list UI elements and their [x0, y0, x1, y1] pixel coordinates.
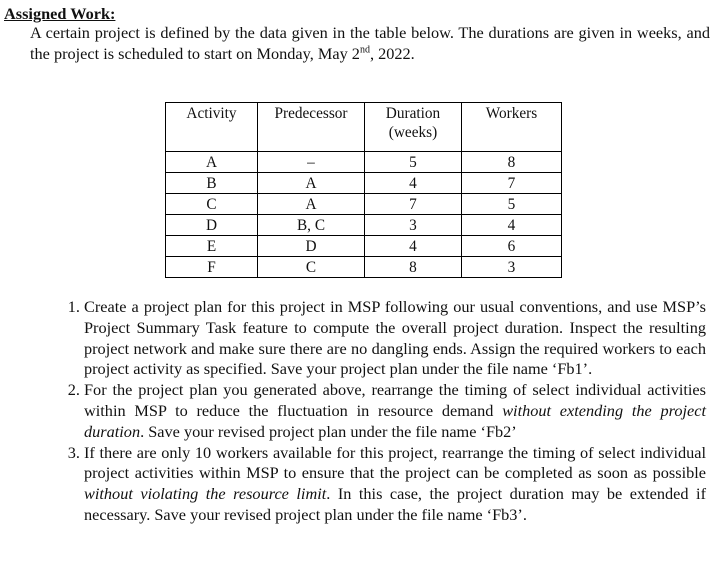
header-duration-label: Duration — [385, 105, 441, 122]
cell-predecessor: A — [258, 194, 365, 215]
header-activity: Activity — [166, 103, 258, 152]
task-2-emphasis: without extending the project duration — [84, 400, 706, 441]
table-row — [166, 194, 562, 215]
assignment-heading: Assigned Work: — [4, 4, 116, 23]
intro-text: A certain project is defined by the data given in the table below. The durations are given in weeks, and the project is scheduled to start on Monday, May 2 — [30, 23, 710, 63]
header-duration — [365, 103, 462, 152]
cell-workers: 6 — [462, 236, 562, 257]
task-2-text-end: . Save your revised project plan under the file name ‘Fb2’ — [140, 421, 517, 441]
header-predecessor: Predecessor — [258, 103, 365, 152]
cell-predecessor: – — [258, 152, 365, 173]
cell-predecessor: C — [258, 257, 365, 278]
cell-activity: C — [166, 194, 258, 215]
cell-duration: 4 — [365, 173, 462, 194]
cell-workers: 4 — [462, 215, 562, 236]
table-row — [166, 215, 562, 236]
cell-duration: 8 — [365, 257, 462, 278]
task-3-text: If there are only 10 workers available for this project, rearrange the timing of select individual project activities within MSP to ensure that the project can be completed as soon as possible — [84, 442, 706, 483]
cell-predecessor: D — [258, 236, 365, 257]
cell-duration: 7 — [365, 194, 462, 215]
task-item-1 — [84, 297, 706, 380]
task-item-3 — [84, 443, 706, 526]
cell-predecessor: A — [258, 173, 365, 194]
table-row — [166, 152, 562, 173]
cell-duration: 5 — [365, 152, 462, 173]
intro-text-end: , 2022. — [369, 44, 415, 63]
intro-paragraph — [30, 22, 710, 64]
table-header-row — [166, 103, 562, 152]
task-2-text: For the project plan you generated above, rearrange the timing of select individual activities within MSP to reduce the fluctuation in resource demand — [84, 380, 706, 420]
task-3-text-end: . In this case, the project duration may be extended if necessary. Save your revised project plan under the file name ‘Fb3’. — [84, 484, 706, 524]
intro-ordinal-suffix: nd — [359, 44, 370, 56]
header-workers: Workers — [462, 103, 562, 152]
cell-activity: F — [166, 257, 258, 278]
cell-activity: A — [166, 152, 258, 173]
cell-duration: 3 — [365, 215, 462, 236]
project-data-table — [165, 102, 562, 278]
task-item-2 — [84, 380, 706, 442]
table-row — [166, 173, 562, 194]
cell-activity: E — [166, 236, 258, 257]
cell-workers: 7 — [462, 173, 562, 194]
table-row — [166, 257, 562, 278]
cell-predecessor: B, C — [258, 215, 365, 236]
cell-workers: 5 — [462, 194, 562, 215]
cell-workers: 8 — [462, 152, 562, 173]
header-duration-unit: (weeks) — [388, 124, 438, 141]
task-list — [36, 297, 706, 526]
cell-activity: D — [166, 215, 258, 236]
task-1-text: Create a project plan for this project in MSP following our usual conventions, and use MSP’s Project Summary Task feature to compute the overall project duration. Inspect the resulting project network and make sure there are no dangling ends. Assign the required workers to each project activity as specified. Save your project plan under the file name ‘Fb1’. — [84, 297, 706, 379]
task-3-emphasis: without violating the resource limit — [84, 484, 327, 504]
cell-workers: 3 — [462, 257, 562, 278]
cell-duration: 4 — [365, 236, 462, 257]
table-row — [166, 236, 562, 257]
cell-activity: B — [166, 173, 258, 194]
